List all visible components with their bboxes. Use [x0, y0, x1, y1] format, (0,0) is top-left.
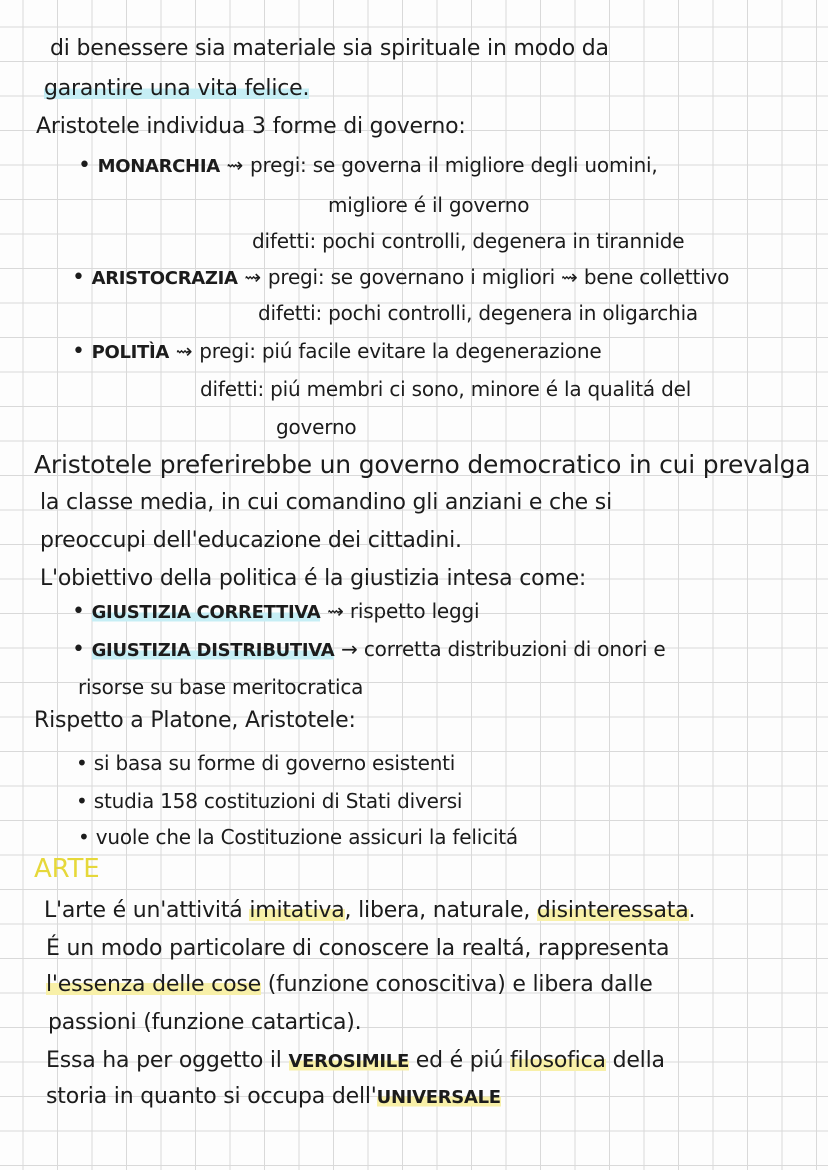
pregi-text: pregi: se governano i migliori ⇝ bene collettivo: [267, 265, 730, 289]
definition-text: → corretta distribuzioni di onori e: [341, 637, 666, 661]
politia-label: POLITÌA: [91, 342, 170, 363]
highlighted-text: filosofica: [509, 1048, 606, 1073]
text-line: preoccupi dell'educazione dei cittadini.: [40, 528, 462, 553]
section-heading-arte: ARTE: [34, 854, 100, 884]
highlighted-text: l'essenza delle cose: [46, 972, 261, 997]
list-item-aristocrazia: [72, 262, 729, 294]
difetti-text: difetti: piú membri ci sono, minore é la qualitá del: [200, 377, 692, 401]
bullet: •: [78, 153, 91, 178]
text-line: É un modo particolare di conoscere la realtá, rappresenta: [46, 936, 670, 961]
arrow: ⇝: [244, 265, 262, 289]
text-line: [46, 1046, 665, 1077]
pregi-text: pregi: piú facile evitare la degenerazione: [199, 339, 602, 363]
highlighted-text: garantire una vita felice.: [44, 76, 310, 101]
list-item: • studia 158 costituzioni di Stati diversi: [76, 789, 463, 813]
text-line: la classe media, in cui comandino gli anziani e che si: [40, 490, 612, 515]
aristocrazia-label: ARISTOCRAZIA: [91, 268, 238, 289]
bullet: •: [72, 265, 85, 290]
text-line: Rispetto a Platone, Aristotele:: [34, 708, 356, 733]
giustizia-correttiva-label: GIUSTIZIA CORRETTIVA: [91, 602, 321, 623]
list-item-politia: [72, 336, 601, 368]
text-line: governo: [276, 415, 357, 439]
monarchia-label: MONARCHIA: [97, 156, 220, 177]
bullet: •: [72, 599, 85, 624]
text-line: passioni (funzione catartica).: [48, 1010, 362, 1035]
text-line: [44, 74, 309, 104]
arrow: ⇝: [226, 153, 244, 177]
text-line: migliore é il governo: [328, 193, 530, 217]
difetti-text: difetti: pochi controlli, degenera in tirannide: [252, 229, 685, 253]
text-line: [44, 896, 695, 926]
highlighted-text: UNIVERSALE: [376, 1087, 501, 1108]
text-line: [46, 970, 653, 1000]
text-segment: Essa ha per oggetto il: [46, 1048, 289, 1073]
list-item-monarchia: [78, 150, 658, 182]
definition-text: ⇝ rispetto leggi: [327, 599, 480, 623]
text-line: di benessere sia materiale sia spirituale in modo da: [50, 36, 609, 61]
text-segment: (funzione conoscitiva) e libera dalle: [260, 972, 653, 997]
bullet: •: [72, 637, 85, 662]
bullet: •: [72, 339, 85, 364]
giustizia-distributiva-label: GIUSTIZIA DISTRIBUTIVA: [91, 640, 335, 661]
text-segment: ed é piú: [408, 1048, 510, 1073]
text-line: risorse su base meritocratica: [78, 675, 364, 699]
arrow: ⇝: [175, 339, 193, 363]
pregi-text: pregi: se governa il migliore degli uomini,: [250, 153, 658, 177]
list-item-giustizia-correttiva: [72, 596, 479, 628]
highlighted-text: VEROSIMILE: [288, 1051, 409, 1072]
text-line: [46, 1082, 501, 1113]
list-item-giustizia-distributiva: [72, 634, 666, 666]
text-segment: della: [605, 1048, 665, 1073]
text-segment: , libera, naturale,: [344, 898, 537, 923]
text-segment: storia in quanto si occupa dell': [46, 1084, 377, 1109]
text-line: Aristotele preferirebbe un governo democratico in cui prevalga: [34, 450, 811, 479]
difetti-text: difetti: pochi controlli, degenera in oligarchia: [258, 301, 698, 325]
highlighted-text: imitativa: [249, 898, 345, 923]
text-segment: .: [688, 898, 696, 923]
highlighted-text: disinteressata: [536, 898, 689, 923]
list-item: • si basa su forme di governo esistenti: [76, 751, 456, 775]
text-line: L'obiettivo della politica é la giustizia intesa come:: [40, 566, 587, 591]
text-line: Aristotele individua 3 forme di governo:: [36, 114, 466, 139]
text-segment: L'arte é un'attivitá: [44, 898, 250, 923]
list-item: • vuole che la Costituzione assicuri la felicitá: [78, 825, 518, 849]
